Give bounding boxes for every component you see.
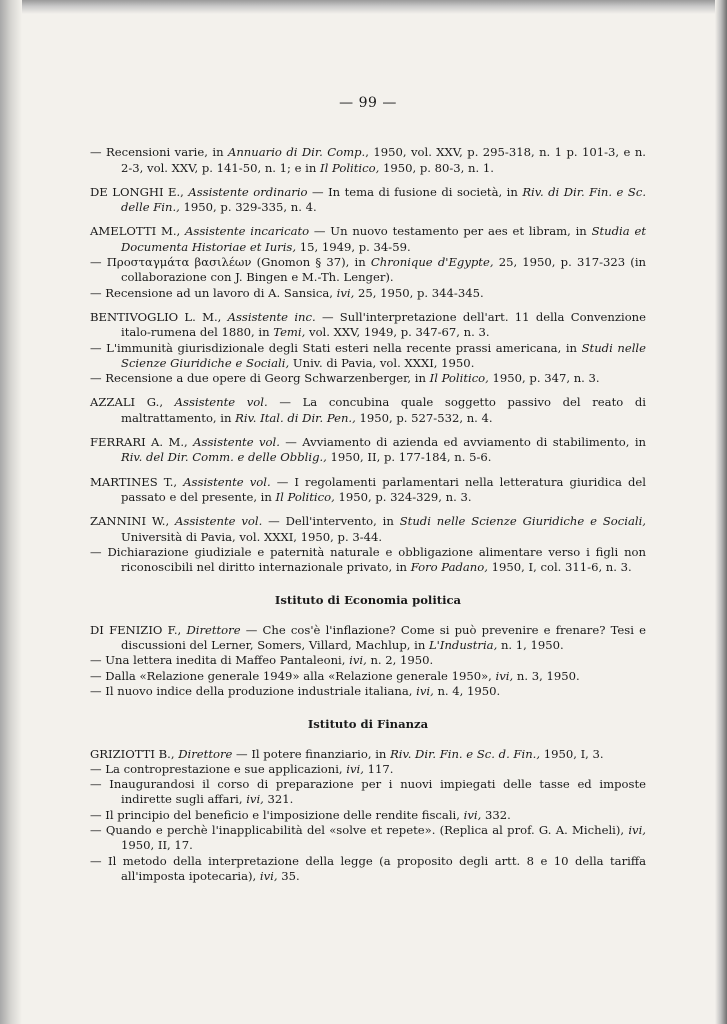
citation-text: — Una lettera inedita di Maffeo Pantaleoni, [90,653,350,668]
citation-line [90,310,646,341]
citation-text: — In tema di fusione di società, in [307,184,523,199]
citation-text: — Recensione ad un lavoro di A. Sansica, [90,285,337,300]
citation-text: , 1950, vol. XXV, p. 295-318, n. 1 p. 101-3, e n. 2-3, vol. XXV, p. 141-50, n. 1; e in [121,145,646,175]
citation-text: — Dalla «Relazione generale 1949» alla «Relazione generale 1950», [90,668,496,683]
section-title: Istituto di Economia politica [274,593,462,608]
citation-text: — Quando e perchè l'inapplicabilità del «solve et repete». (Replica al prof. G. A. Micheli), [90,822,629,837]
citation-line [90,435,646,466]
citation-text: — Recensioni varie, in [90,145,228,160]
italic-text: Assistente vol. [174,395,268,410]
citation-text: 25, 1950, p. 344-345. [354,285,484,300]
author-name: GRIZIOTTI B., [90,746,175,761]
citation-line [90,762,646,777]
citation-text: n. 3, 1950. [513,668,580,683]
citation-text: — Recensione a due opere di Georg Schwarzenberger, in [90,371,430,386]
italic-text: Assistente incaricato [185,224,310,239]
italic-text: L'Industria, [428,638,498,653]
citation-text [163,395,175,409]
author-name: MARTINES T., [90,474,178,489]
bibliography-entry [90,224,646,300]
italic-text: ivi, [463,807,482,822]
citation-line [90,777,646,808]
citation-text: 1950, p. 80-3, n. 1. [379,160,494,175]
italic-text: Assistente ordinario [188,184,308,199]
citation-text: n. 1, 1950. [497,638,564,653]
citation-line [90,286,646,301]
bibliography-entry [90,435,646,466]
citation-text: — Il metodo della interpretazione della legge (a proposito degli artt. 8 e 10 della tariffa all'imposta ipotecaria), [90,853,646,883]
citation-text: 1950, II, p. 177-184, n. 5-6. [326,450,492,465]
bibliography-entry [90,145,646,176]
author-name: DE LONGHI E., [90,184,184,199]
italic-text: Riv. del Dir. Comm. e delle Obblig., [121,450,327,465]
italic-text: Il Politico, [429,371,489,386]
citation-text: 321. [263,792,294,807]
citation-line [90,747,646,762]
italic-text: Riv. di Dir. Fin. e Sc. delle Fin., [121,184,646,215]
citation-line [90,854,646,885]
italic-text: ivi, [259,868,278,883]
citation-text: 1950, II, 17. [121,838,193,853]
citation-text: 1950, p. 324-329, n. 3. [334,489,472,504]
italic-text: Assistente vol. [183,474,271,489]
author-name: FERRARI A. M., [90,435,188,450]
citation-line [90,684,646,699]
citation-text: n. 2, 1950. [366,653,434,668]
citation-line [90,185,646,216]
italic-text: ivi, [628,822,646,837]
italic-text: Il Politico, [320,160,380,175]
citation-line [90,514,646,545]
italic-text: Assistente vol. [175,514,263,529]
author-name: ZANNINI W., [90,514,170,529]
citation-text: — La concubina quale soggetto passivo del reato di maltrattamento, in [121,395,646,425]
citation-line [90,341,646,372]
citation-text: — Inaugurandosi il corso di preparazione per i nuovi impiegati delle tasse ed imposte indirette sugli affari, [90,777,646,807]
italic-text: Il Politico, [275,489,335,504]
scan-shadow-left [0,0,22,1024]
citation-text: — Il nuovo indice della produzione industriale italiana, [90,683,417,698]
citation-text: — La controprestazione e sue applicazioni, [90,761,347,776]
citation-text: Univ. di Pavia, vol. XXXI, 1950. [289,355,475,370]
italic-text: Chronique d'Egypte, [370,255,494,270]
italic-text: Temi, [273,325,306,340]
citation-line [90,653,646,668]
italic-text: Studia et Documenta Historiae et Iuris, [121,224,646,254]
italic-text: Direttore [178,746,233,761]
citation-text: 25, 1950, p. 317-323 (in collaborazione con J. Bingen e M.-Th. Lenger). [121,255,646,285]
italic-text: Studi nelle Scienze Giuridiche e Sociali, [121,340,646,370]
italic-text: ivi, [495,668,514,683]
italic-text: Annuario di Dir. Comp. [227,145,366,160]
citation-text: 1950, I, col. 311-6, n. 3. [487,560,632,575]
citation-text: — Dell'intervento, in [262,514,400,529]
citation-line [90,808,646,823]
scan-shadow-right [715,0,727,1024]
italic-text: Assistente inc. [227,309,316,324]
citation-text: 1950, p. 347, n. 3. [488,371,600,386]
citation-text: — L'immunità giurisdizionale degli Stati esteri nella recente prassi americana, in [90,340,582,355]
citation-text: 117. [363,761,394,776]
bibliography-entry [90,747,646,885]
bibliography-entry [90,395,646,426]
citation-text: 332. [481,807,511,822]
italic-text: Assistente vol. [193,435,280,450]
bibliography-entry [90,185,646,216]
bibliography-entry [90,310,646,386]
citation-text: — I regolamenti parlamentari nella letteratura giuridica del passato e del presente, in [121,474,646,504]
author-name: BENTIVOGLIO L. M., [90,309,222,324]
citation-line [90,255,646,286]
bibliography-entry [90,514,646,575]
citation-text: 15, 1949, p. 34-59. [296,239,411,254]
italic-text: ivi, [246,792,264,807]
citation-line [90,395,646,426]
citation-text: Università di Pavia, vol. XXXI, 1950, p. 3-44. [121,529,383,544]
citation-line [90,145,646,176]
citation-line [90,475,646,506]
italic-text: Direttore [186,622,241,637]
italic-text: Studi nelle Scienze Giuridiche e Sociali, [399,514,646,529]
page-number: — 99 — [339,95,397,111]
citation-text: — Il potere finanziario, in [232,746,391,761]
italic-text: ivi, [336,285,355,300]
citation-text: — Avviamento di azienda ed avviamento di stabilimento, in [279,435,647,450]
italic-text: Foro Padano, [410,560,488,575]
citation-text: — Sull'interpretazione dell'art. 11 della Convenzione italo-rumena del 1880, in [121,309,647,340]
italic-text: ivi, [346,761,364,776]
citation-line [90,823,646,854]
citation-text: 1950, I, 3. [540,746,604,761]
citation-text: 35. [277,868,300,883]
section-title: Istituto di Finanza [307,717,429,732]
scan-shadow-top [0,0,727,14]
italic-text: Riv. Ital. di Dir. Pen., [235,410,356,425]
citation-line [90,545,646,576]
citation-text: n. 4, 1950. [433,683,501,698]
bibliography-entry [90,623,646,699]
citation-text: — Un nuovo testamento per aes et libram, in [309,224,592,239]
italic-text: Riv. Dir. Fin. e Sc. d. Fin., [390,746,541,761]
citation-line [90,371,646,386]
citation-line [90,623,646,654]
citation-text: — Il principio del beneficio e l'imposizione delle rendite fiscali, [90,807,464,822]
author-name: AMELOTTI M., [90,224,181,239]
citation-text: — Προσταγμάτα βασιλέων (Gnomon § 37), in [90,255,371,270]
citation-text: — Che cos'è l'inflazione? Come si può prevenire e frenare? Tesi e discussioni del Lerner, Somers, Villard, Machlup, in [121,622,647,653]
italic-text: ivi, [416,683,434,698]
citation-text: 1950, p. 329-335, n. 4. [179,200,317,215]
citation-text: vol. XXV, 1949, p. 347-67, n. 3. [305,325,490,340]
citation-line [90,224,646,255]
italic-text: ivi, [349,653,367,668]
bibliography-list [90,145,646,884]
document-page [90,96,646,893]
author-name: AZZALI G., [90,395,164,410]
author-name: DI FENIZIO F., [90,622,182,637]
citation-text: 1950, p. 527-532, n. 4. [355,410,493,425]
citation-text: — Dichiarazione giudiziale e paternità naturale e obbligazione alimentare verso i figli non riconoscibili nel diritto internazionale privato, in [90,544,646,575]
bibliography-entry [90,475,646,506]
citation-line [90,669,646,684]
